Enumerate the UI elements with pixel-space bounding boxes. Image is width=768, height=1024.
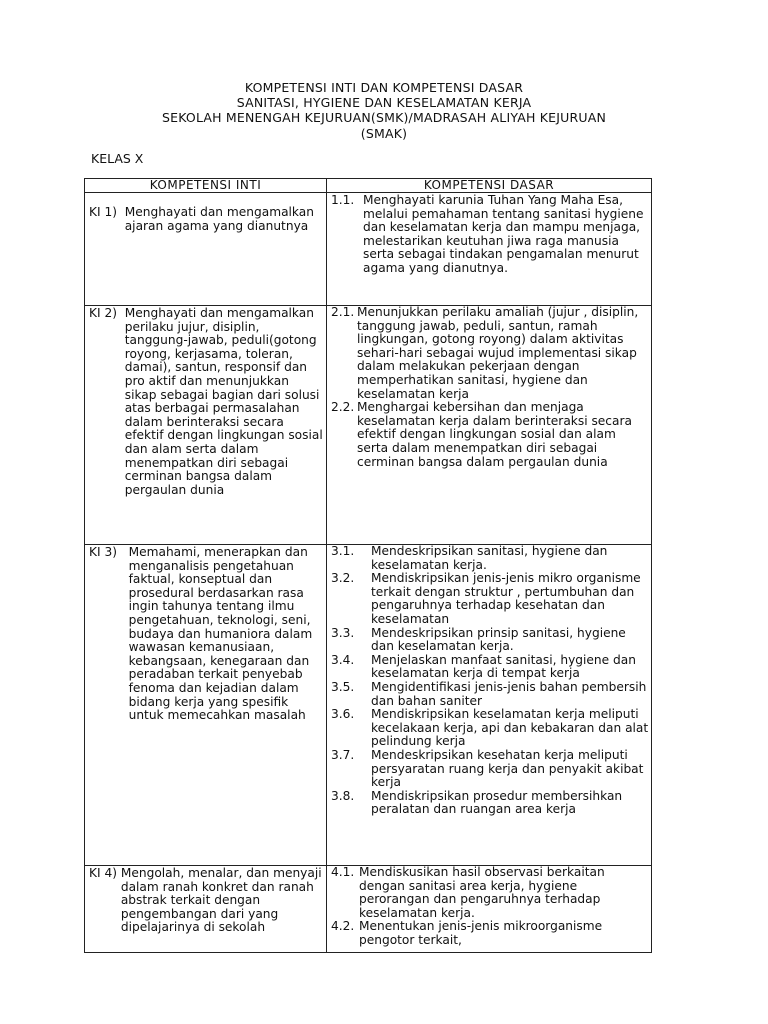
kd-text: Menghargai kebersihan dan menjaga keselamatan kerja dalam berinteraksi secara efektif dengan lingkungan sosial dan alam serta dalam menempatkan diri sebagai cerminan bangsa dalam pergaulan dunia [357, 400, 632, 469]
ki-cell [85, 545, 327, 866]
table-row [85, 866, 652, 953]
ki-cell [85, 866, 327, 953]
kd-cell [327, 545, 652, 866]
ki-text: Menghayati dan mengamalkan ajaran agama yang dianutnya [124, 205, 314, 233]
kd-number: 3.6. [331, 707, 355, 722]
header-kompetensi-inti: KOMPETENSI INTI [85, 179, 327, 193]
kd-text: Mendeskripsikan kesehatan kerja meliputi persyaratan ruang kerja dan penyakit akibat kerja [371, 747, 644, 790]
competency-table [84, 178, 652, 953]
document-school-abbrev: (SMAK) [360, 126, 408, 141]
ki-cell [85, 306, 327, 545]
table-row [85, 306, 652, 545]
kd-cell [327, 866, 652, 953]
kd-number: 4.2. [331, 919, 355, 934]
table-row [85, 193, 652, 306]
kd-text: Mendeskripsikan prinsip sanitasi, hygiene dan keselamatan kerja. [371, 625, 626, 654]
kd-number: 3.2. [331, 571, 355, 586]
kd-number: 3.7. [331, 747, 355, 762]
kd-text: Menentukan jenis-jenis mikroorganisme pengotor terkait, [359, 919, 603, 947]
ki-text: Memahami, menerapkan dan menganalisis pengetahuan faktual, konseptual dan prosedural berdasarkan rasa ingin tahunya tentang ilmu pengetahuan, teknologi, seni, budaya dan humaniora dalam wawasan kemanusiaan, kebangsaan, kenegaraan dan peradaban terkait penyebab fenoma dan kejadian dalam bidang kerja yang spesifik untuk memecahkan masalah [128, 545, 313, 723]
header-kompetensi-dasar: KOMPETENSI DASAR [327, 179, 652, 193]
kd-text: Mendiskripsikan keselamatan kerja meliputi kecelakaan kerja, api dan kebakaran dan alat pelindung kerja [371, 707, 649, 749]
ki-text: Mengolah, menalar, dan menyaji dalam ranah konkret dan ranah abstrak terkait dengan pengembangan dari yang dipelajarinya di sekolah [120, 866, 322, 935]
kd-number: 3.4. [331, 652, 355, 667]
kd-text: Menunjukkan perilaku amaliah (jujur , disiplin, tanggung jawab, peduli, santun, ramah lingkungan, gotong royong) dalam aktivitas sehari-hari sebagai wujud implementasi sikap dalam melakukan pekerjaan dengan memperhatikan sanitasi, hygiene dan keselamatan kerja [357, 305, 639, 401]
kd-text: Menjelaskan manfaat sanitasi, hygiene dan keselamatan kerja di tempat kerja [371, 652, 636, 681]
kd-cell [327, 306, 652, 545]
ki-code: KI 2) [89, 306, 125, 320]
kd-text: Mendiskripsikan prosedur membersihkan peralatan dan ruangan area kerja [371, 788, 623, 817]
table-row [85, 545, 652, 866]
kd-text: Mendiskripsikan jenis-jenis mikro organisme terkait dengan struktur , pertumbuhan dan pengaruhnya terhadap kesehatan dan keselamatan [371, 571, 641, 626]
document-school: SEKOLAH MENENGAH KEJURUAN(SMK)/MADRASAH ALIYAH KEJURUAN [161, 110, 607, 125]
ki-code: KI 1) [89, 205, 125, 219]
kd-number: 2.2. [331, 400, 355, 415]
kd-number: 4.1. [331, 865, 355, 879]
ki-text: Menghayati dan mengamalkan perilaku jujur, disiplin, tanggung-jawab, peduli(gotong royong, kerjasama, toleran, damai), santun, responsif dan pro aktif dan menunjukkan sikap sebagai bagian dari solusi atas berbagai permasalahan dalam berinteraksi secara efektif dengan lingkungan sosial dan alam serta dalam menempatkan diri sebagai cerminan bangsa dalam pergaulan dunia [124, 306, 323, 497]
kd-text: Mendiskusikan hasil observasi berkaitan dengan sanitasi area kerja, hygiene perorangan dan pengaruhnya terhadap keselamatan kerja. [359, 865, 605, 920]
kd-text: Menghayati karunia Tuhan Yang Maha Esa, melalui pemahaman tentang sanitasi hygiene dan keselamatan kerja dan mampu menjaga, melestarikan keutuhan jiwa raga manusia serta sebagai tindakan pengamalan menurut agama yang dianutnya. [363, 193, 644, 275]
table-header-row [85, 179, 652, 193]
ki-code: KI 3) [89, 545, 129, 559]
kd-number: 3.8. [331, 788, 355, 803]
document-title: KOMPETENSI INTI DAN KOMPETENSI DASAR [244, 80, 524, 95]
ki-cell [85, 193, 327, 306]
ki-code: KI 4) [89, 866, 121, 880]
kd-number: 2.1. [331, 305, 355, 319]
kd-number: 3.3. [331, 625, 355, 640]
kd-text: Mengidentifikasi jenis-jenis bahan pembersih dan bahan saniter [371, 679, 647, 708]
kd-cell [327, 193, 652, 306]
kd-number: 3.5. [331, 679, 355, 694]
kd-number: 1.1. [331, 193, 355, 207]
kd-text: Mendeskripsikan sanitasi, hygiene dan keselamatan kerja. [371, 544, 608, 572]
document-subject: SANITASI, HYGIENE DAN KESELAMATAN KERJA [236, 95, 532, 110]
class-label: KELAS X [91, 151, 144, 166]
kd-number: 3.1. [331, 544, 355, 558]
